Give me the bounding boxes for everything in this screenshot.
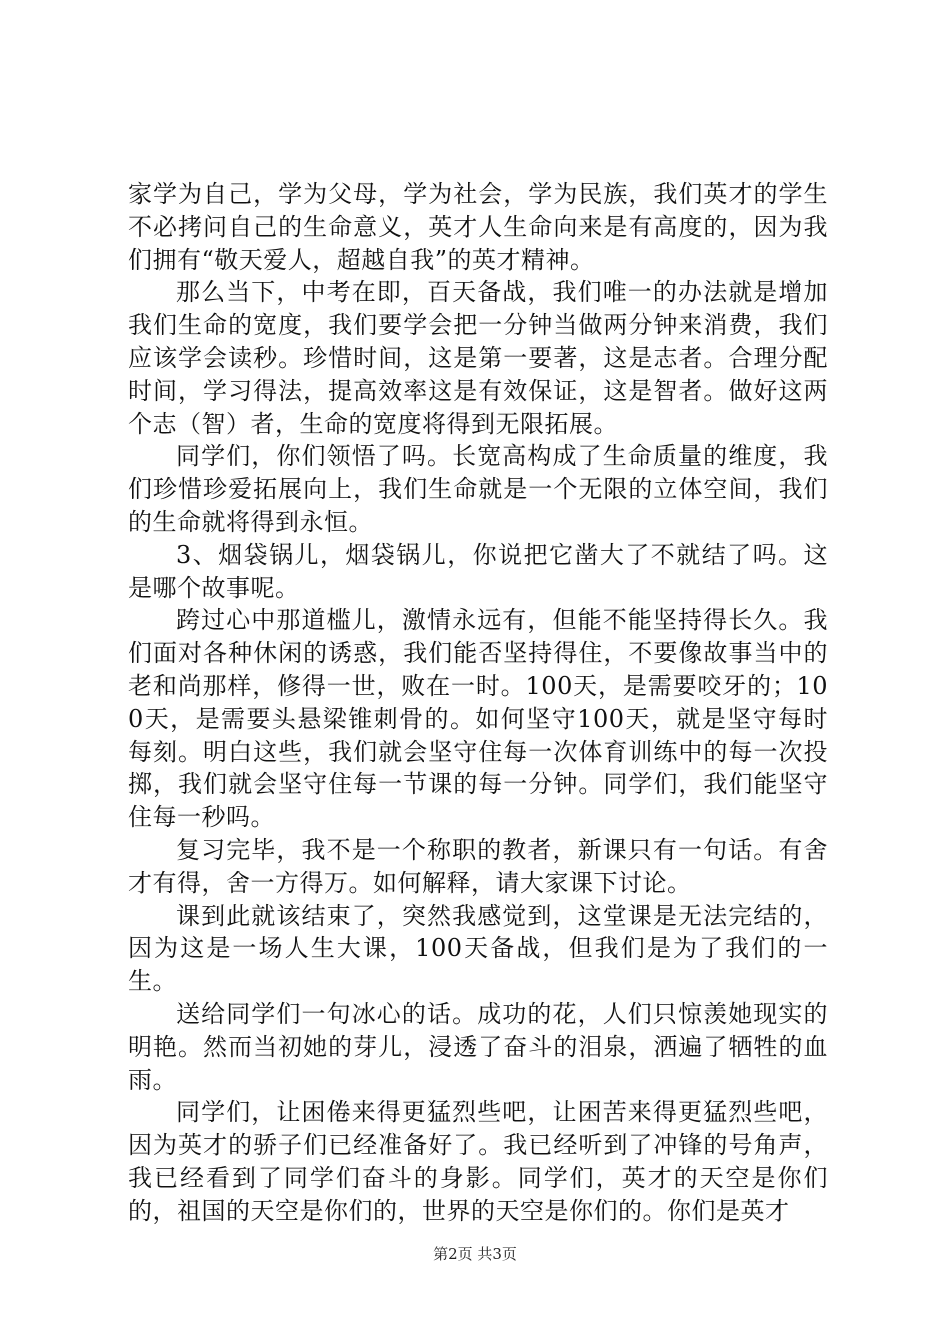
- paragraph-8: 送给同学们一句冰心的话。成功的花，人们只惊羡她现实的明艳。然而当初她的芽儿，浸透了奋斗的泪泉，洒遍了牺牲的血雨。: [128, 999, 828, 1094]
- paragraph-3: 同学们，你们领悟了吗。长宽高构成了生命质量的维度，我们珍惜珍爱拓展向上，我们生命就是一个无限的立体空间，我们的生命就将得到永恒。: [128, 442, 828, 536]
- document-body: [128, 178, 828, 1228]
- paragraph-6: 复习完毕，我不是一个称职的教者，新课只有一句话。有舍才有得，舍一方得万。如何解释，请大家课下讨论。: [128, 835, 828, 897]
- paragraph-7: 课到此就该结束了，突然我感觉到，这堂课是无法完结的，因为这是一场人生大课，100天备战，但我们是为了我们的一生。: [128, 901, 828, 996]
- paragraph-5: 跨过心中那道槛儿，激情永远有，但能不能坚持得长久。我们面对各种休闲的诱惑，我们能否坚持得住，不要像故事当中的老和尚那样，修得一世，败在一时。100天，是需要咬牙的；100天，是需要头悬梁锥刺骨的。如何坚守100天，就是坚守每时每刻。明白这些，我们就会坚守住每一次体育训练中的每一次投掷，我们就会坚守住每一节课的每一分钟。同学们，我们能坚守住每一秒吗。: [128, 606, 828, 832]
- paragraph-4: 3、烟袋锅儿，烟袋锅儿，你说把它凿大了不就结了吗。这是哪个故事呢。: [128, 540, 828, 602]
- paragraph-9: 同学们，让困倦来得更猛烈些吧，让困苦来得更猛烈些吧，因为英才的骄子们已经准备好了。我已经听到了冲锋的号角声，我已经看到了同学们奋斗的身影。同学们，英才的天空是你们的，祖国的天空是你们的，世界的天空是你们的。你们是英才: [128, 1098, 828, 1225]
- page-number-footer: 第2页 共3页: [433, 1245, 517, 1263]
- paragraph-1: 家学为自己，学为父母，学为社会，学为民族，我们英才的学生不必拷问自己的生命意义，英才人生命向来是有高度的，因为我们拥有“敬天爱人，超越自我”的英才精神。: [128, 180, 828, 274]
- paragraph-2: 那么当下，中考在即，百天备战，我们唯一的办法就是增加我们生命的宽度，我们要学会把一分钟当做两分钟来消费，我们应该学会读秒。珍惜时间，这是第一要著，这是志者。合理分配时间，学习得法，提高效率这是有效保证，这是智者。做好这两个志（智）者，生命的宽度将得到无限拓展。: [128, 278, 828, 438]
